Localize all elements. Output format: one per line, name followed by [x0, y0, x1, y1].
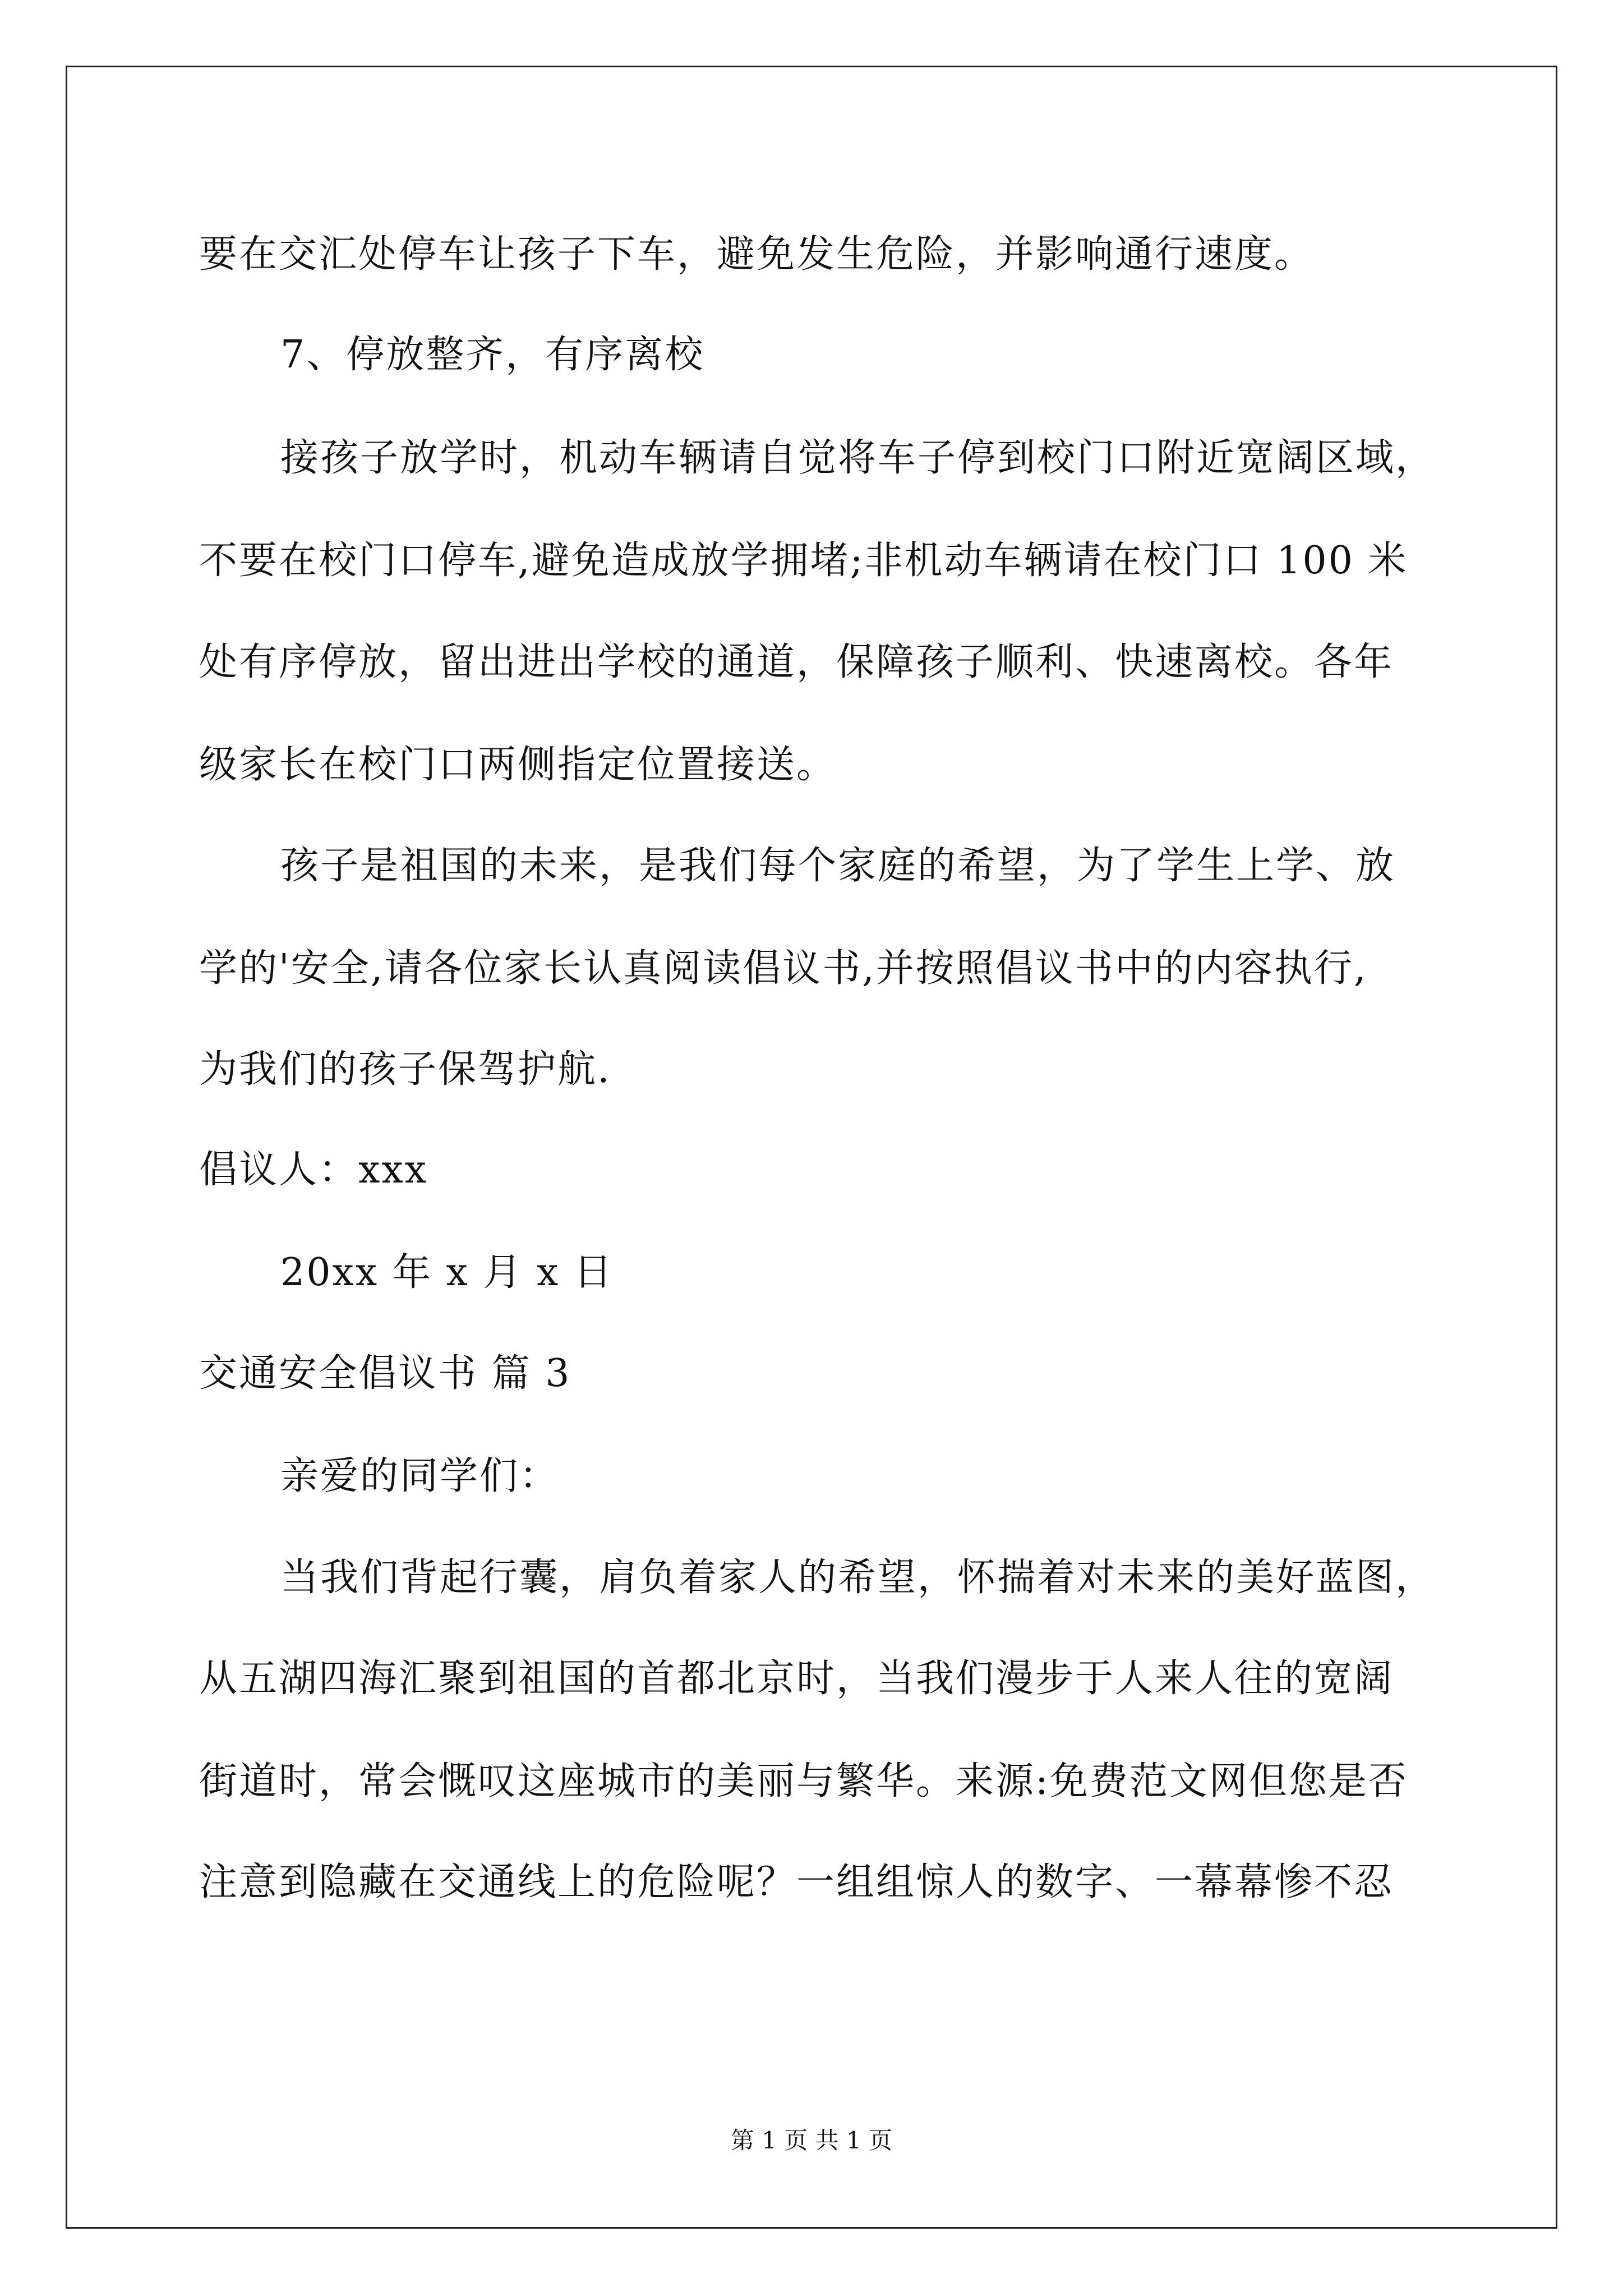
document-title: 交通安全倡议书 篇 3 [199, 1351, 571, 1396]
text-line: 为我们的孩子保驾护航. [199, 1047, 611, 1092]
text-line: 学的'安全,请各位家长认真阅读倡议书,并按照倡议书中的内容执行, [199, 946, 1368, 991]
text-line: 级家长在校门口两侧指定位置接送。 [199, 743, 837, 787]
text-line: 处有序停放，留出进出学校的通道，保障孩子顺利、快速离校。各年 [199, 640, 1394, 684]
text-line: 孩子是祖国的未来，是我们每个家庭的希望，为了学生上学、放 [280, 844, 1396, 888]
text-line: 接孩子放学时，机动车辆请自觉将车子停到校门口附近宽阔区域， [280, 436, 1436, 480]
text-line: 当我们背起行囊，肩负着家人的希望，怀揣着对未来的美好蓝图， [280, 1556, 1436, 1600]
signer-line: 倡议人：xxx [199, 1148, 428, 1192]
page-number-footer: 第 1 页 共 1 页 [730, 2127, 893, 2154]
text-line: 不要在校门口停车,避免造成放学拥堵;非机动车辆请在校门口 100 米 [199, 539, 1408, 583]
section-heading: 7、停放整齐，有序离校 [280, 333, 705, 377]
text-line: 注意到隐藏在交通线上的危险呢？一组组惊人的数字、一幕幕惨不忍 [199, 1860, 1394, 1904]
text-line: 街道时，常会慨叹这座城市的美丽与繁华。来源:免费范文网但您是否 [199, 1759, 1408, 1803]
salutation: 亲爱的同学们： [280, 1454, 560, 1498]
text-line: 要在交汇处停车让孩子下车，避免发生危险，并影响通行速度。 [199, 232, 1315, 277]
date-line: 20xx 年 x 月 x 日 [280, 1250, 614, 1295]
text-line: 从五湖四海汇聚到祖国的首都北京时，当我们漫步于人来人往的宽阔 [199, 1657, 1394, 1701]
